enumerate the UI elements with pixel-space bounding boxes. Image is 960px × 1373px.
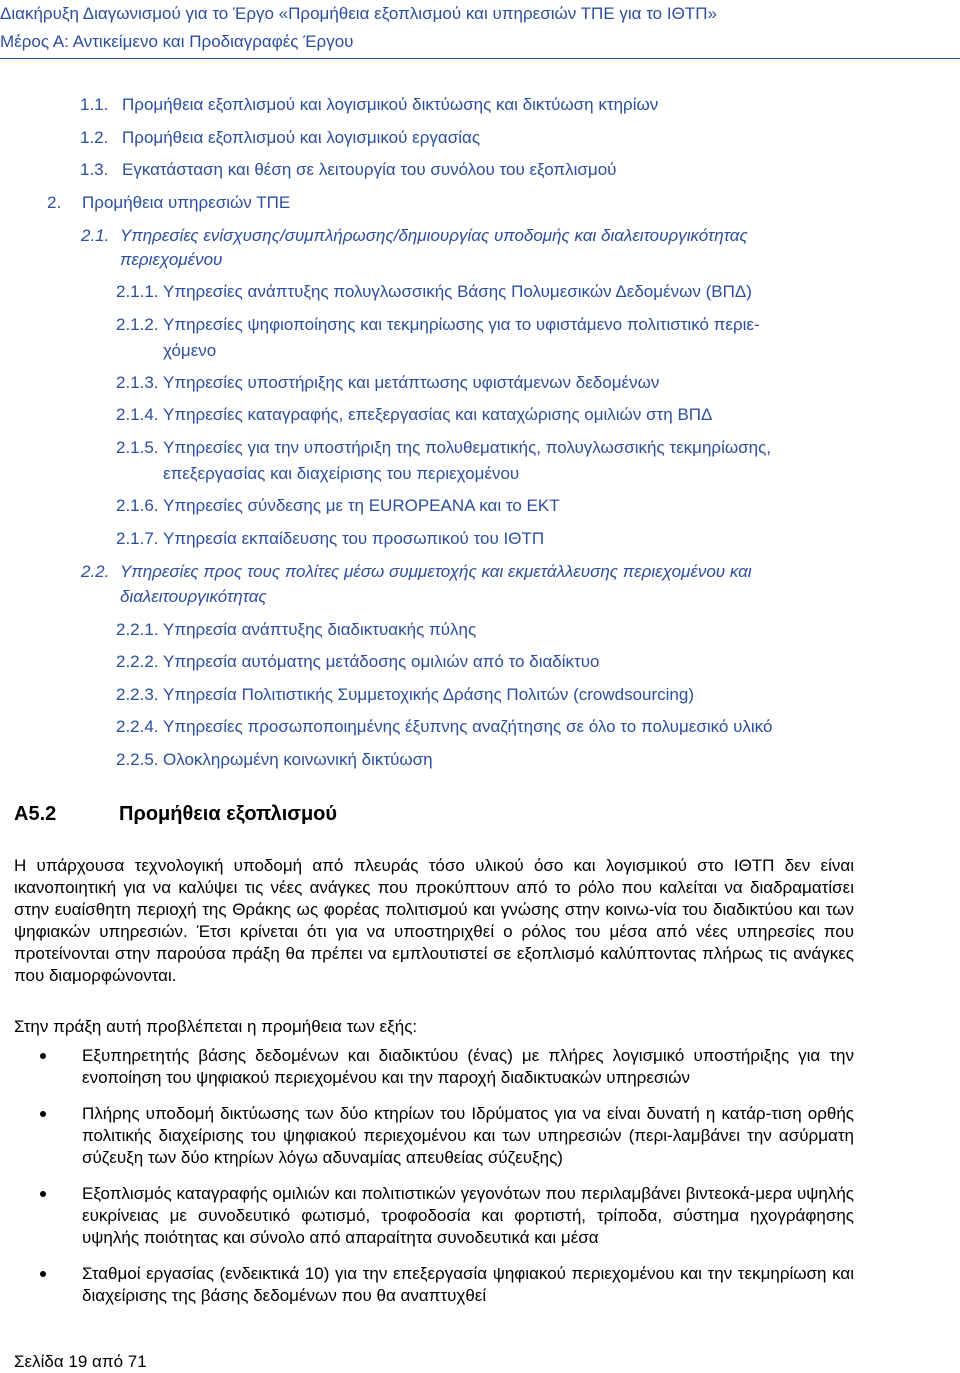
document-header-subtitle: Μέρος Α: Αντικείμενο και Προδιαγραφές Έργου: [0, 32, 354, 51]
toc-item: 2.1.4. Υπηρεσίες καταγραφής, επεξεργασίας και καταχώρισης ομιλιών στη ΒΠΔ: [116, 405, 713, 424]
document-header-title: Διακήρυξη Διαγωνισμού για το Έργο «Προμήθεια εξοπλισμού και υπηρεσιών ΤΠΕ για το ΙΘΤΠ»: [0, 4, 717, 23]
equipment-list: [40, 1045, 854, 1321]
toc-item: 2.1. Υπηρεσίες ενίσχυσης/συμπλήρωσης/δημιουργίας υποδομής και διαλειτουργικότητας: [81, 226, 748, 245]
toc-item-continuation: διαλειτουργικότητας: [120, 587, 267, 606]
toc-item: 2.1.7. Υπηρεσία εκπαίδευσης του προσωπικού του ΙΘΤΠ: [116, 529, 545, 548]
body-paragraph: Η υπάρχουσα τεχνολογική υποδομή από πλευράς τόσο υλικού όσο και λογισμικού στο ΙΘΤΠ δεν είναι ικανοποιητική για να καλύψει τις νέες ανάγκες που προκύπτουν από το ρόλο που καλείται να διαδραματίσει στην ευαίσθητη περιοχή της Θράκης ως φορέας πολιτισμού και γνώσης στην κοινω-νία του διαδικτύου και των ψηφιακών υπηρεσιών. Έτσι κρίνεται ότι για να υποστηριχθεί ο ρόλος του μέσα από νέες υπηρεσίες που προτείνονται στην παρούσα πράξη θα πρέπει να εμπλουτιστεί σε εξοπλισμό καλύπτοντας πλήρως τις ανάγκες που διαμορφώνονται.: [14, 856, 854, 985]
toc-item: 2.2.3. Υπηρεσία Πολιτιστικής Συμμετοχικής Δράσης Πολιτών (crowdsourcing): [116, 685, 695, 704]
list-item: Εξυπηρετητής βάσης δεδομένων και διαδικτύου (ένας) με πλήρες λογισμικό υποστήριξης για την ενοποίηση του ψηφιακού περιεχομένου και την παροχή διαδικτυακών υπηρεσιών: [40, 1045, 854, 1089]
toc-item: 2.2.5. Ολοκληρωμένη κοινωνική δικτύωση: [116, 750, 433, 769]
section-heading: [14, 803, 337, 826]
toc-item: 2.2.2. Υπηρεσία αυτόματης μετάδοσης ομιλιών από το διαδίκτυο: [116, 652, 600, 671]
header-divider: [0, 58, 960, 59]
toc-item-continuation: επεξεργασίας και διαχείρισης του περιεχομένου: [163, 464, 520, 483]
toc-item: 2.1.6. Υπηρεσίες σύνδεσης με τη EUROPEANA και το ΕΚΤ: [116, 496, 560, 515]
section-number: A5.2: [14, 803, 57, 825]
bullet-icon: [40, 1271, 46, 1277]
page-number: Σελίδα 19 από 71: [14, 1352, 147, 1371]
list-item: Σταθμοί εργασίας (ενδεικτικά 10) για την επεξεργασία ψηφιακού περιεχομένου και την τεκμηρίωση και διαχείρισης της βάσης δεδομένων που θα αναπτυχθεί: [40, 1263, 854, 1307]
toc-item-continuation: περιεχομένου: [120, 250, 223, 269]
bullet-icon: [40, 1191, 46, 1197]
toc-item: 2. Προμήθεια υπηρεσιών ΤΠΕ: [47, 193, 291, 212]
section-title: Προμήθεια εξοπλισμού: [119, 803, 338, 825]
toc-item: 1.1. Προμήθεια εξοπλισμού και λογισμικού δικτύωσης και δικτύωση κτηρίων: [80, 95, 659, 114]
toc-item: 1.3. Εγκατάσταση και θέση σε λειτουργία του συνόλου του εξοπλισμού: [80, 160, 617, 179]
toc-item: 2.1.5. Υπηρεσίες για την υποστήριξη της πολυθεματικής, πολυγλωσσικής τεκμηρίωσης,: [116, 438, 772, 457]
toc-item: 2.2. Υπηρεσίες προς τους πολίτες μέσω συμμετοχής και εκμετάλλευσης περιεχομένου και: [81, 562, 752, 581]
bullet-icon: [40, 1053, 46, 1059]
bullet-icon: [40, 1111, 46, 1117]
list-item: Πλήρης υποδομή δικτύωσης των δύο κτηρίων του Ιδρύματος για να είναι δυνατή η κατάρ-τιση ορθής πολιτικής διαχείρισης του ψηφιακού περιεχομένου και των υπηρεσιών (περι-λαμβάνει την ασύρματη σύζευξη των δύο κτηρίων λόγω αδυναμίας απευθείας σύζευξης): [40, 1103, 854, 1169]
toc-item: 2.1.3. Υπηρεσίες υποστήριξης και μετάπτωσης υφιστάμενων δεδομένων: [116, 373, 660, 392]
toc-item: 2.1.2. Υπηρεσίες ψηφιοποίησης και τεκμηρίωσης για το υφιστάμενο πολιτιστικό περιε-: [116, 315, 760, 334]
toc-item: 2.2.4. Υπηρεσίες προσωποποιημένης έξυπνης αναζήτησης σε όλο το πολυμεσικό υλικό: [116, 717, 773, 736]
toc-item-continuation: χόμενο: [163, 341, 217, 360]
toc-item: 1.2. Προμήθεια εξοπλισμού και λογισμικού εργασίας: [80, 128, 481, 147]
toc-item: 2.1.1. Υπηρεσίες ανάπτυξης πολυγλωσσικής Βάσης Πολυμεσικών Δεδομένων (ΒΠΔ): [116, 282, 752, 301]
list-item: Εξοπλισμός καταγραφής ομιλιών και πολιτιστικών γεγονότων που περιλαμβάνει βιντεοκά-μερα υψηλής ευκρίνειας με συνοδευτικό φωτισμό, τροφοδοσία και φορτιστή, τρίποδα, σύστημα ηχογράφησης υψηλής ποιότητας και σύνολο από απαραίτητα συνοδευτικά και μέσα: [40, 1183, 854, 1249]
toc-item: 2.2.1. Υπηρεσία ανάπτυξης διαδικτυακής πύλης: [116, 620, 477, 639]
body-paragraph-intro: Στην πράξη αυτή προβλέπεται η προμήθεια των εξής:: [14, 1017, 418, 1036]
